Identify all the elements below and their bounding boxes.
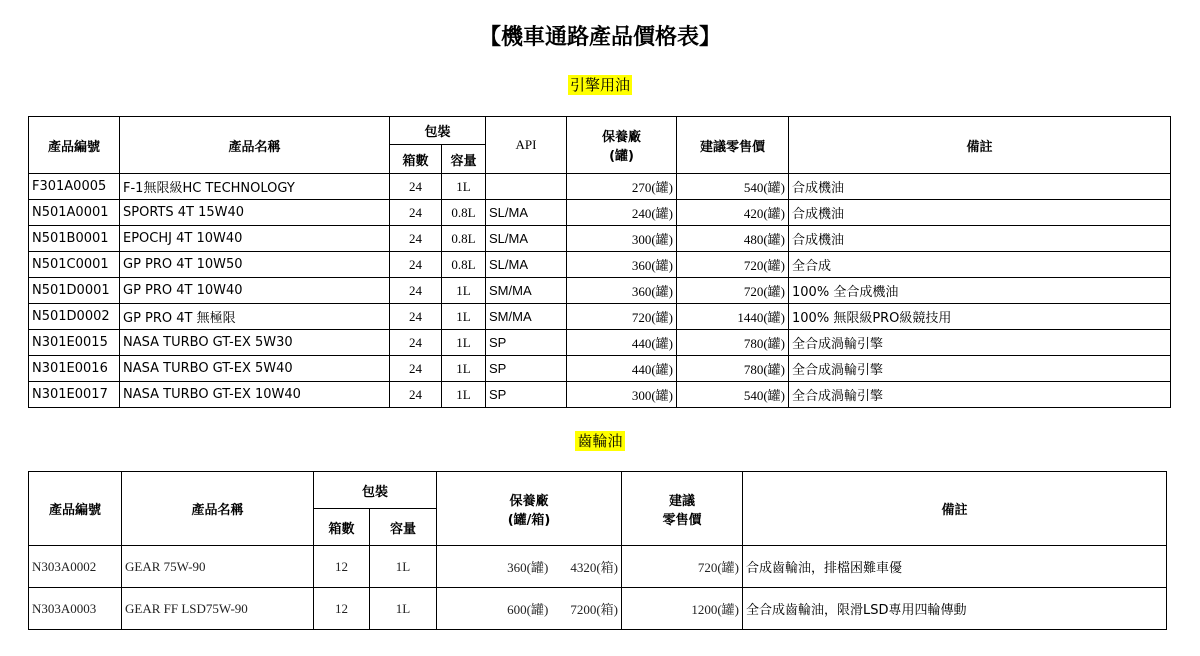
col-header-retail: 建議零售價 <box>677 117 789 174</box>
product-name: GP PRO 4T 10W40 <box>120 278 390 304</box>
volume: 1L <box>370 546 437 588</box>
col-header-package: 包裝 <box>390 117 486 145</box>
table-row <box>29 546 1167 588</box>
retail-price: 1200(罐) <box>622 588 743 630</box>
table-row <box>29 330 1171 356</box>
api-grade: SP <box>486 356 567 382</box>
col-header-package: 包裝 <box>314 472 437 509</box>
table-row <box>29 278 1171 304</box>
box-count: 24 <box>390 174 442 200</box>
product-name: NASA TURBO GT-EX 5W30 <box>120 330 390 356</box>
box-count: 24 <box>390 252 442 278</box>
col-header-volume: 容量 <box>442 145 486 174</box>
dealer-price-can: 360(罐) <box>507 560 549 575</box>
note: 全合成 <box>789 252 1171 278</box>
dealer-price <box>437 546 622 588</box>
col-header-code: 產品編號 <box>29 117 120 174</box>
box-count: 12 <box>314 546 370 588</box>
retail-price: 1440(罐) <box>677 304 789 330</box>
box-count: 24 <box>390 226 442 252</box>
engine-oil-section-label: 引擎用油 <box>569 76 630 94</box>
product-code: N501B0001 <box>29 226 120 252</box>
note: 合成機油 <box>789 226 1171 252</box>
product-code: N501A0001 <box>29 200 120 226</box>
retail-price: 540(罐) <box>677 382 789 408</box>
product-name: NASA TURBO GT-EX 5W40 <box>120 356 390 382</box>
table-row <box>29 304 1171 330</box>
api-grade: SP <box>486 330 567 356</box>
col-header-boxes: 箱數 <box>314 509 370 546</box>
col-header-code: 產品編號 <box>29 472 122 546</box>
retail-price: 780(罐) <box>677 356 789 382</box>
api-grade: SM/MA <box>486 304 567 330</box>
product-name: EPOCHJ 4T 10W40 <box>120 226 390 252</box>
volume: 1L <box>442 382 486 408</box>
product-code: N301E0017 <box>29 382 120 408</box>
box-count: 24 <box>390 200 442 226</box>
product-code: N501C0001 <box>29 252 120 278</box>
dealer-price: 360(罐) <box>567 278 677 304</box>
retail-price: 720(罐) <box>622 546 743 588</box>
note: 全合成渦輪引擎 <box>789 382 1171 408</box>
dealer-price-can: 600(罐) <box>507 602 549 617</box>
note: 全合成渦輪引擎 <box>789 330 1171 356</box>
box-count: 24 <box>390 330 442 356</box>
retail-price: 780(罐) <box>677 330 789 356</box>
col-header-retail: 建議 零售價 <box>622 472 743 546</box>
table-row <box>29 356 1171 382</box>
dealer-price: 440(罐) <box>567 330 677 356</box>
dealer-price: 360(罐) <box>567 252 677 278</box>
dealer-price: 240(罐) <box>567 200 677 226</box>
dealer-price-box: 7200(箱) <box>570 602 619 617</box>
api-grade <box>486 174 567 200</box>
box-count: 24 <box>390 278 442 304</box>
note: 合成齒輪油，排檔困難車優 <box>743 546 1167 588</box>
table-row <box>29 588 1167 630</box>
col-header-note: 備註 <box>789 117 1171 174</box>
product-name: F-1無限級HC TECHNOLOGY <box>120 174 390 200</box>
dealer-price: 270(罐) <box>567 174 677 200</box>
product-name: GP PRO 4T 10W50 <box>120 252 390 278</box>
retail-price: 540(罐) <box>677 174 789 200</box>
table-row <box>29 252 1171 278</box>
note: 全合成齒輪油，限滑LSD專用四輪傳動 <box>743 588 1167 630</box>
product-code: N303A0003 <box>29 588 122 630</box>
table-row <box>29 174 1171 200</box>
note: 合成機油 <box>789 174 1171 200</box>
api-grade: SM/MA <box>486 278 567 304</box>
table-row <box>29 200 1171 226</box>
gear-oil-table <box>28 471 1167 630</box>
col-header-boxes: 箱數 <box>390 145 442 174</box>
dealer-price: 720(罐) <box>567 304 677 330</box>
volume: 1L <box>442 356 486 382</box>
note: 合成機油 <box>789 200 1171 226</box>
volume: 1L <box>442 278 486 304</box>
col-header-name: 產品名稱 <box>120 117 390 174</box>
product-name: GEAR 75W-90 <box>122 546 314 588</box>
product-code: N501D0002 <box>29 304 120 330</box>
note: 全合成渦輪引擎 <box>789 356 1171 382</box>
product-code: N301E0015 <box>29 330 120 356</box>
volume: 0.8L <box>442 252 486 278</box>
product-name: SPORTS 4T 15W40 <box>120 200 390 226</box>
note: 100% 無限級PRO級競技用 <box>789 304 1171 330</box>
col-header-note: 備註 <box>743 472 1167 546</box>
retail-price: 720(罐) <box>677 252 789 278</box>
table-row <box>29 382 1171 408</box>
retail-price: 480(罐) <box>677 226 789 252</box>
box-count: 24 <box>390 356 442 382</box>
note: 100% 全合成機油 <box>789 278 1171 304</box>
retail-price: 720(罐) <box>677 278 789 304</box>
dealer-price-box: 4320(箱) <box>570 560 619 575</box>
product-code: N301E0016 <box>29 356 120 382</box>
volume: 1L <box>442 304 486 330</box>
engine-oil-table <box>28 116 1171 408</box>
api-grade: SL/MA <box>486 200 567 226</box>
dealer-price: 300(罐) <box>567 226 677 252</box>
api-grade: SL/MA <box>486 252 567 278</box>
api-grade: SP <box>486 382 567 408</box>
table-row <box>29 226 1171 252</box>
volume: 1L <box>442 330 486 356</box>
box-count: 24 <box>390 304 442 330</box>
product-name: GEAR FF LSD75W-90 <box>122 588 314 630</box>
product-code: N501D0001 <box>29 278 120 304</box>
dealer-price: 300(罐) <box>567 382 677 408</box>
product-name: GP PRO 4T 無極限 <box>120 304 390 330</box>
volume: 1L <box>370 588 437 630</box>
gear-oil-section-label: 齒輪油 <box>577 432 623 450</box>
dealer-price <box>437 588 622 630</box>
product-code: N303A0002 <box>29 546 122 588</box>
dealer-price: 440(罐) <box>567 356 677 382</box>
page-title: 【機車通路產品價格表】 <box>478 25 721 50</box>
volume: 0.8L <box>442 226 486 252</box>
col-header-volume: 容量 <box>370 509 437 546</box>
box-count: 12 <box>314 588 370 630</box>
col-header-name: 產品名稱 <box>122 472 314 546</box>
product-name: NASA TURBO GT-EX 10W40 <box>120 382 390 408</box>
col-header-api: API <box>486 117 567 174</box>
volume: 0.8L <box>442 200 486 226</box>
product-code: F301A0005 <box>29 174 120 200</box>
col-header-dealer: 保養廠 (罐) <box>567 117 677 174</box>
api-grade: SL/MA <box>486 226 567 252</box>
retail-price: 420(罐) <box>677 200 789 226</box>
col-header-dealer: 保養廠 (罐/箱) <box>437 472 622 546</box>
volume: 1L <box>442 174 486 200</box>
box-count: 24 <box>390 382 442 408</box>
